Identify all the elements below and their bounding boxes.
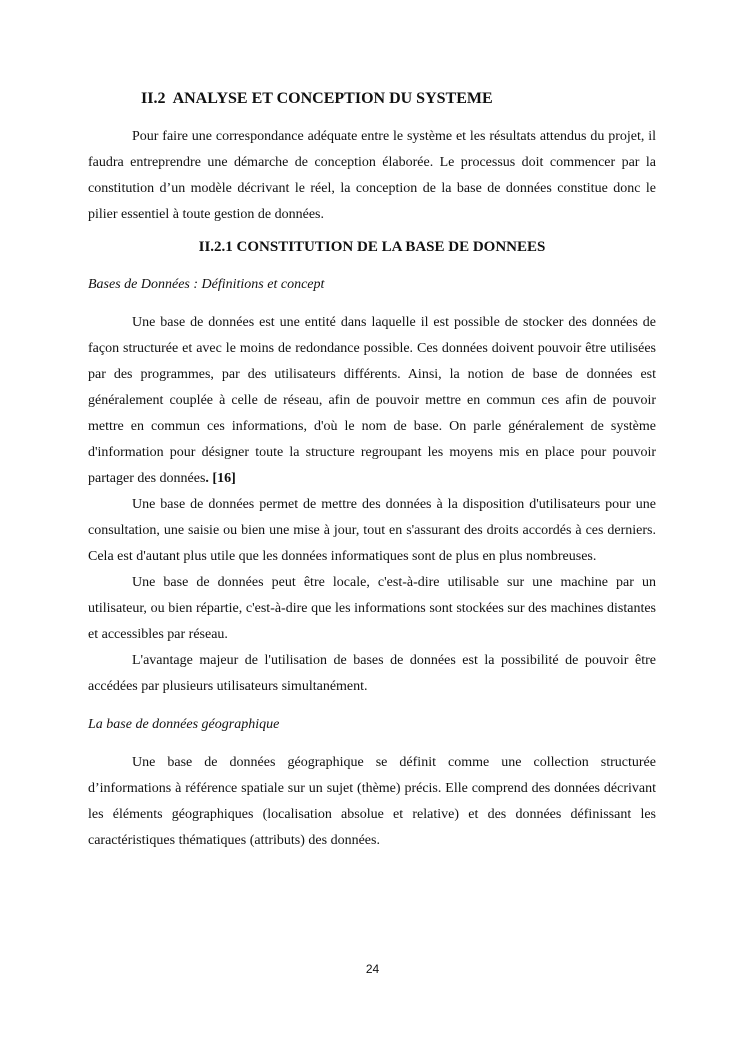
section-title: II.2 ANALYSE ET CONCEPTION DU SYSTEME [141,90,493,107]
definition-paragraph-4: L'avantage majeur de l'utilisation de bases de données est la possibilité de pouvoir être accédées par plusieurs utilisateurs simultanément. [88,653,656,694]
definition-paragraph-1-text: Une base de données est une entité dans laquelle il est possible de stocker des données de façon structurée et avec le moins de redondance possible. Ces données doivent pouvoir être utilisées par des programmes, par des utilisateurs différents. Ainsi, la notion de base de données est généralement couplée à celle de réseau, afin de pouvoir mettre en commun ces afin de pouvoir mettre en commun ces informations, d'où le nom de base. On parle généralement de système d'information pour désigner toute la structure regroupant les moyens mis en place pour pouvoir partager des données [88,315,656,486]
citation-reference: . [16] [205,471,236,486]
subsection-title: II.2.1 CONSTITUTION DE LA BASE DE DONNEES [198,239,546,255]
subheading-geographic-database: La base de données géographique [88,717,280,732]
page-content [88,86,656,854]
subheading-definitions: Bases de Données : Définitions et concept [88,277,325,292]
page-number: 24 [365,962,380,976]
section-intro-paragraph: Pour faire une correspondance adéquate entre le système et les résultats attendus du projet, il faudra entreprendre une démarche de conception élaborée. Le processus doit commencer par la constitution d’un modèle décrivant le réel, la conception de la base de données constitue donc le pilier essentiel à toute gestion de données. [88,129,656,222]
definition-paragraph-3: Une base de données peut être locale, c'est-à-dire utilisable sur une machine par un utilisateur, ou bien répartie, c'est-à-dire que les informations sont stockées sur des machines distantes et accessibles par réseau. [88,575,656,642]
geographic-database-paragraph: Une base de données géographique se définit comme une collection structurée d’informations à référence spatiale sur un sujet (thème) précis. Elle comprend des données décrivant les éléments géographiques (localisation absolue et relative) et des données définissant les caractéristiques thématiques (attributs) des données. [88,755,656,848]
definition-paragraph-1 [88,310,656,492]
definition-paragraph-2: Une base de données permet de mettre des données à la disposition d'utilisateurs pour une consultation, une saisie ou bien une mise à jour, tout en s'assurant des droits accordés à ces derniers. Cela est d'autant plus utile que les données informatiques sont de plus en plus nombreuses. [88,497,656,564]
